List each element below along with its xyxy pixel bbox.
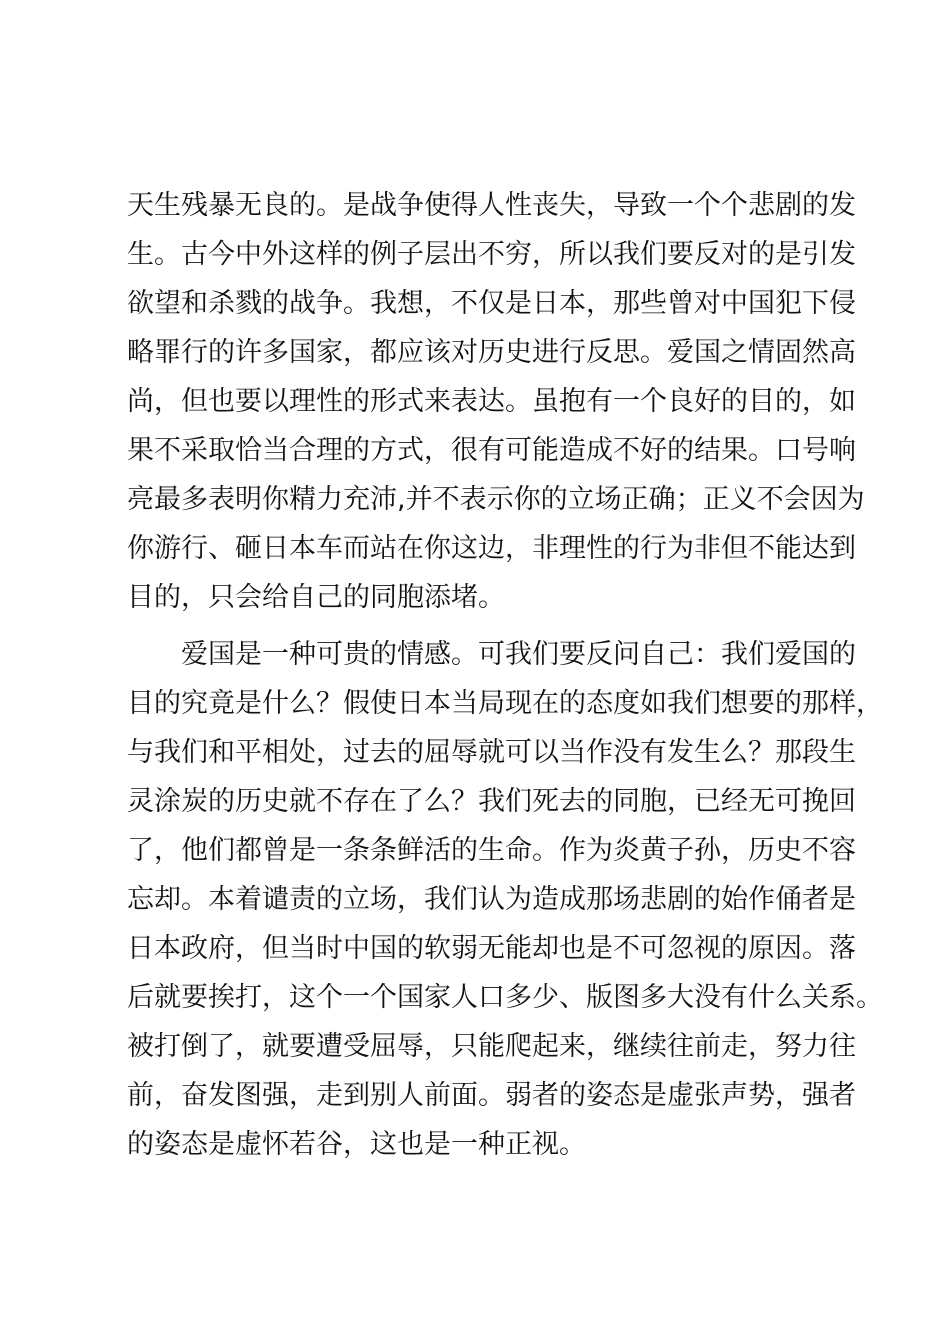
paragraph-line: 尚，但也要以理性的形式来表达。虽抱有一个良好的目的，如 [127,386,856,417]
paragraph-line: 你游行、砸日本车而站在你这边，非理性的行为非但不能达到 [127,533,856,564]
paragraph-line: 果不采取恰当合理的方式，很有可能造成不好的结果。口号响 [127,435,856,466]
paragraph-line: 生。古今中外这样的例子层出不穷，所以我们要反对的是引发 [127,239,856,270]
paragraph-line: 欲望和杀戮的战争。我想，不仅是日本，那些曾对中国犯下侵 [127,288,856,319]
paragraph-1 [127,181,865,622]
paragraph-line: 略罪行的许多国家，都应该对历史进行反思。爱国之情固然高 [127,337,856,368]
paragraph-line: 忘却。本着谴责的立场，我们认为造成那场悲剧的始作俑者是 [127,884,856,915]
paragraph-line: 后就要挨打，这个一个国家人口多少、版图多大没有什么关系。 [127,982,883,1013]
paragraph-line: 日本政府，但当时中国的软弱无能却也是不可忽视的原因。落 [127,933,856,964]
paragraph-line: 与我们和平相处，过去的屈辱就可以当作没有发生么？那段生 [127,737,856,768]
paragraph-line: 目的究竟是什么？假使日本当局现在的态度如我们想要的那样， [127,688,883,719]
paragraph-line: 天生残暴无良的。是战争使得人性丧失，导致一个个悲剧的发 [127,190,856,221]
paragraph-line: 目的，只会给自己的同胞添堵。 [127,582,505,613]
paragraph-line: 爱国是一种可贵的情感。可我们要反问自己：我们爱国的 [181,639,856,670]
paragraph-line: 的姿态是虚怀若谷，这也是一种正视。 [127,1129,586,1160]
paragraph-line: 被打倒了，就要遭受屈辱，只能爬起来，继续往前走，努力往 [127,1031,856,1062]
paragraph-line: 前，奋发图强，走到别人前面。弱者的姿态是虚张声势，强者 [127,1080,856,1111]
paragraph-2 [127,630,883,1169]
paragraph-line: 了，他们都曾是一条条鲜活的生命。作为炎黄子孙，历史不容 [127,835,856,866]
paragraph-line: 亮最多表明你精力充沛,并不表示你的立场正确；正义不会因为 [127,484,865,515]
paragraph-line: 灵涂炭的历史就不存在了么？我们死去的同胞，已经无可挽回 [127,786,856,817]
